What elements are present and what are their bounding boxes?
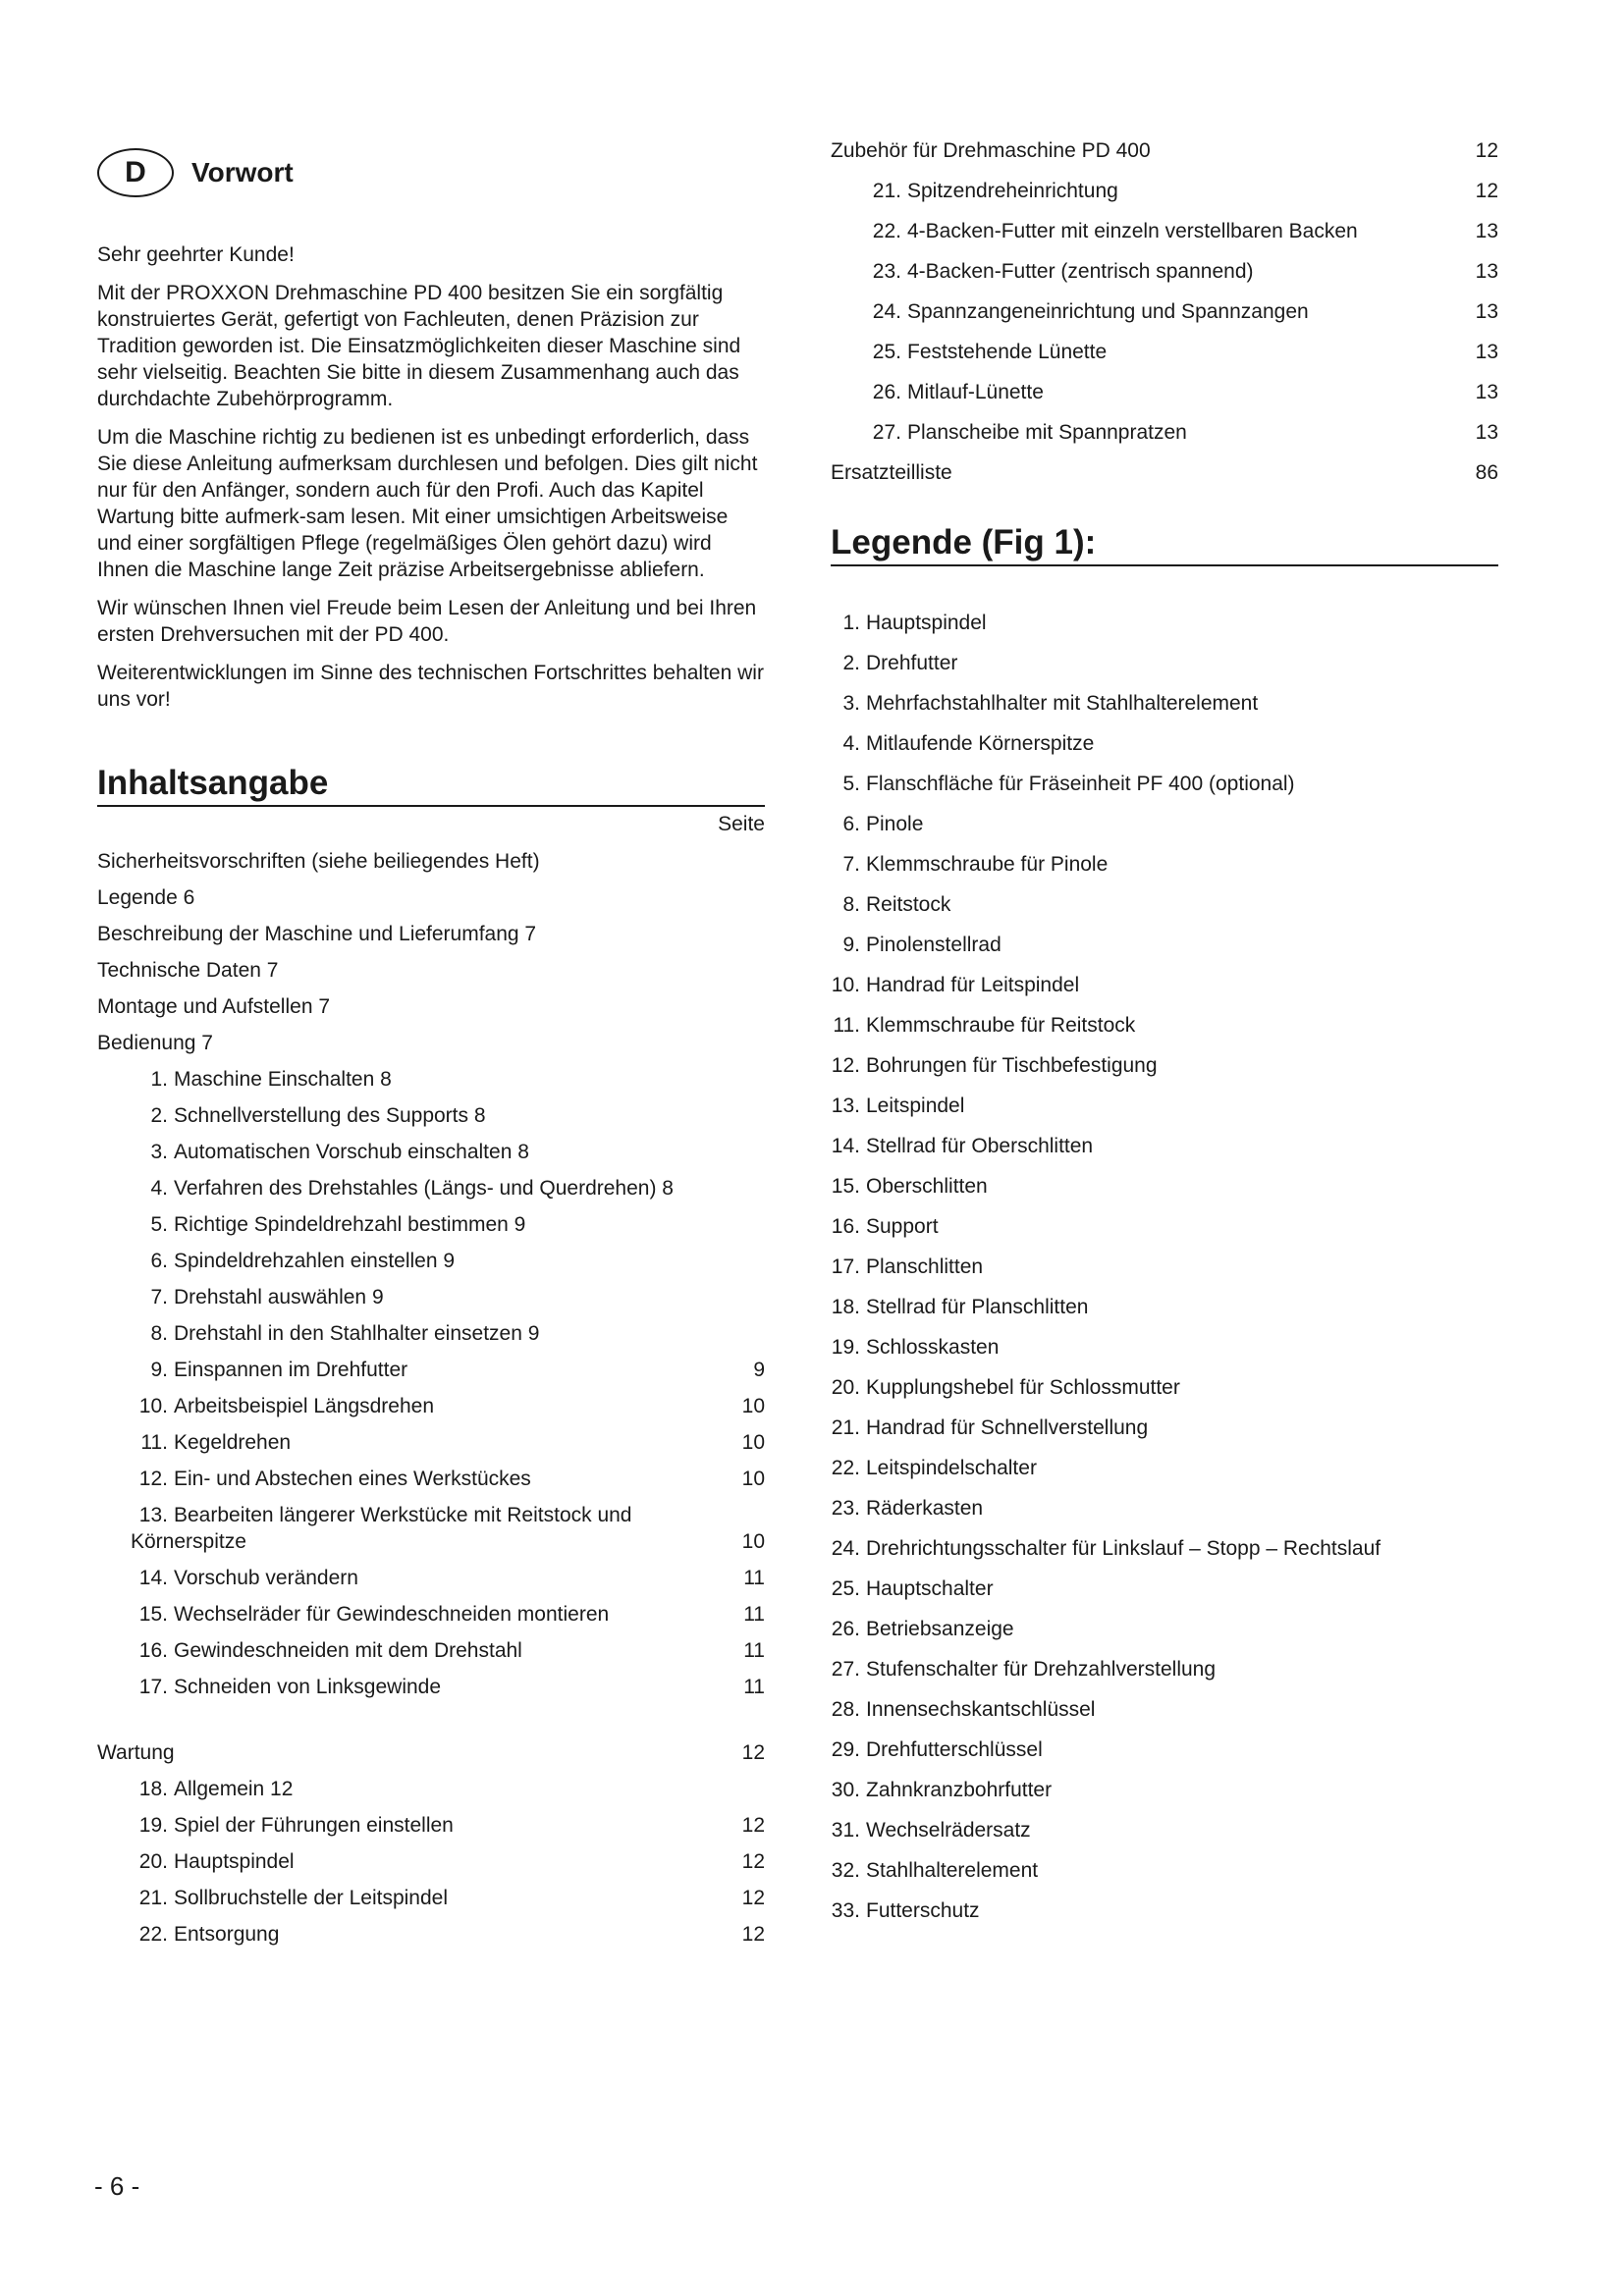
legend-item (831, 1696, 1498, 1723)
item-text: Bearbeiten längerer Werkstücke mit Reitstock und Körnerspitze (131, 1504, 632, 1553)
legend-item (831, 1254, 1498, 1280)
item-text: Hauptspindel (174, 1850, 295, 1873)
legend-number: 19. (831, 1336, 860, 1359)
item-page: 11 (743, 1603, 765, 1626)
toc-subentry (97, 1848, 765, 1875)
toc-entry-ersatzteil: Ersatzteilliste 86 (831, 461, 1498, 484)
legend-text: Wechselrädersatz (866, 1819, 1031, 1842)
legend-number: 11. (833, 1014, 860, 1037)
toc-entry-wartung: Wartung 12 (97, 1741, 765, 1764)
legend-text: Drehfutterschlüssel (866, 1738, 1043, 1761)
item-number: 24. (872, 300, 901, 323)
legend-text: Mehrfachstahlhalter mit Stahlhalterelement (866, 692, 1259, 715)
legend-number: 2. (842, 652, 860, 674)
toc-subentry (97, 1175, 765, 1201)
legend-item (831, 811, 1498, 837)
legend-text: Handrad für Schnellverstellung (866, 1416, 1149, 1439)
toc-subentry (97, 1357, 765, 1383)
legend-item (831, 1012, 1498, 1039)
legend-number: 1. (842, 612, 860, 634)
legend-text: Oberschlitten (866, 1175, 988, 1198)
legend-item (831, 1575, 1498, 1602)
item-text: Spitzendreheinrichtung (907, 180, 1118, 202)
item-number: 20. (138, 1850, 168, 1873)
legend-item (831, 1294, 1498, 1320)
legend-item (831, 1736, 1498, 1763)
toc-subentry (97, 1502, 765, 1555)
legend-text: Klemmschraube für Reitstock (866, 1014, 1136, 1037)
legend-item (831, 1455, 1498, 1481)
toc-subentry (831, 178, 1498, 204)
toc-subentry (97, 1812, 765, 1839)
item-text: Einspannen im Drehfutter (174, 1359, 408, 1381)
legend-number: 28. (831, 1698, 860, 1721)
item-number: 21. (138, 1887, 168, 1909)
legend-item (831, 932, 1498, 958)
legend-number: 22. (831, 1457, 860, 1479)
item-page: 12 (1475, 180, 1498, 202)
legend-title: Legende (Fig 1): (831, 523, 1498, 566)
legend-number: 17. (831, 1255, 860, 1278)
item-text: 4-Backen-Futter (zentrisch spannend) (907, 260, 1254, 283)
legend-item (831, 1897, 1498, 1924)
item-page: 10 (741, 1530, 765, 1553)
toc-subentry (97, 1102, 765, 1129)
right-column (831, 137, 1498, 1938)
legend-number: 21. (831, 1416, 860, 1439)
item-page: 13 (1475, 341, 1498, 363)
toc-subentry (831, 258, 1498, 285)
item-text: Arbeitsbeispiel Längsdrehen (174, 1395, 435, 1417)
toc-entry: Technische Daten 7 (97, 959, 279, 982)
item-number: 12. (138, 1468, 168, 1490)
toc-subentry (97, 1466, 765, 1492)
item-text: Kegeldrehen (174, 1431, 292, 1454)
item-text: Spiel der Führungen einstellen (174, 1814, 454, 1837)
item-number: 27. (872, 421, 901, 444)
toc-subentry (97, 1066, 765, 1093)
item-text: 4-Backen-Futter mit einzeln verstellbaren Backen (907, 220, 1358, 242)
toc-subentry (97, 1601, 765, 1628)
item-page: 12 (741, 1850, 765, 1873)
item-text: Automatischen Vorschub einschalten 8 (174, 1141, 529, 1163)
item-text: Drehstahl auswählen 9 (174, 1286, 384, 1308)
item-number: 21. (872, 180, 901, 202)
legend-number: 26. (831, 1618, 860, 1640)
item-text: Mitlauf-Lünette (907, 381, 1044, 403)
toc-subentry (97, 1776, 765, 1802)
item-text: Maschine Einschalten 8 (174, 1068, 392, 1091)
toc-subentry (97, 1393, 765, 1419)
item-page: 13 (1475, 381, 1498, 403)
toc-title: Inhaltsangabe (97, 764, 765, 807)
legend-text: Handrad für Leitspindel (866, 974, 1080, 996)
legend-text: Schlosskasten (866, 1336, 1000, 1359)
toc-subentry (831, 218, 1498, 244)
legend-text: Support (866, 1215, 939, 1238)
legend-text: Kupplungshebel für Schlossmutter (866, 1376, 1180, 1399)
legend-number: 32. (831, 1859, 860, 1882)
toc-entry: Legende 6 (97, 886, 195, 909)
item-text: Schneiden von Linksgewinde (174, 1676, 442, 1698)
legend-text: Räderkasten (866, 1497, 984, 1520)
item-number: 10. (138, 1395, 168, 1417)
item-page: 11 (743, 1567, 765, 1589)
section-header (97, 147, 765, 198)
legend-text: Planschlitten (866, 1255, 984, 1278)
legend-number: 27. (831, 1658, 860, 1681)
toc-page-label: Seite (718, 813, 765, 835)
toc-subentry (97, 1320, 765, 1347)
legend-number: 12. (831, 1054, 860, 1077)
item-text: Planscheibe mit Spannpratzen (907, 421, 1187, 444)
legend-number: 31. (831, 1819, 860, 1842)
item-page: 10 (741, 1431, 765, 1454)
legend-number: 7. (842, 853, 860, 876)
legend-item (831, 771, 1498, 797)
item-page: 10 (741, 1395, 765, 1417)
item-number: 8. (150, 1322, 168, 1345)
legend-number: 3. (842, 692, 860, 715)
legend-text: Reitstock (866, 893, 951, 916)
legend-item (831, 1857, 1498, 1884)
toc-subentry (97, 1284, 765, 1310)
intro-text (97, 241, 765, 713)
toc-continued (831, 137, 1498, 486)
toc-list (97, 848, 765, 1948)
legend-text: Bohrungen für Tischbefestigung (866, 1054, 1158, 1077)
toc-subentry (831, 298, 1498, 325)
item-page: 13 (1475, 300, 1498, 323)
legend-item (831, 1535, 1498, 1562)
intro-paragraph: Mit der PROXXON Drehmaschine PD 400 besitzen Sie ein sorgfältig konstruiertes Gerät, gefertigt von Fachleuten, denen Präzision zur Tradition geworden ist. Die Einsatzmöglichkeiten dieser Maschine sind sehr vielseitig. Beachten Sie bitte in diesem Zusammenhang auch das durchdachte Zubehörprogramm. (97, 282, 741, 410)
item-text: Drehstahl in den Stahlhalter einsetzen 9 (174, 1322, 540, 1345)
toc-subentry (831, 379, 1498, 405)
item-text: Gewindeschneiden mit dem Drehstahl (174, 1639, 522, 1662)
toc-entry: Bedienung 7 (97, 1032, 213, 1054)
legend-number: 5. (842, 773, 860, 795)
toc-subentry (97, 1139, 765, 1165)
legend-number: 4. (842, 732, 860, 755)
item-number: 4. (150, 1177, 168, 1200)
toc-subentry (97, 1921, 765, 1948)
legend-item (831, 1616, 1498, 1642)
toc-subentry (831, 419, 1498, 446)
legend-item (831, 1374, 1498, 1401)
item-text: Sollbruchstelle der Leitspindel (174, 1887, 448, 1909)
legend-item (831, 1817, 1498, 1843)
legend-text: Flanschfläche für Fräseinheit PF 400 (optional) (866, 773, 1295, 795)
item-number: 15. (138, 1603, 168, 1626)
item-page: 10 (741, 1468, 765, 1490)
item-page: 12 (741, 1887, 765, 1909)
intro-paragraph: Wir wünschen Ihnen viel Freude beim Lesen der Anleitung und bei Ihren ersten Drehversuchen mit der PD 400. (97, 597, 757, 646)
legend-text: Stellrad für Planschlitten (866, 1296, 1089, 1318)
item-number: 16. (138, 1639, 168, 1662)
item-number: 18. (138, 1778, 168, 1800)
item-text: Schnellverstellung des Supports 8 (174, 1104, 486, 1127)
toc-subentry (97, 1211, 765, 1238)
toc-entry-zubehoer: Zubehör für Drehmaschine PD 400 12 (831, 139, 1498, 162)
bedienung-sublist (97, 1066, 765, 1700)
legend-text: Hauptschalter (866, 1577, 994, 1600)
toc-entry: Sicherheitsvorschriften (siehe beiliegendes Heft) (97, 850, 540, 873)
item-page: 12 (741, 1923, 765, 1946)
legend-item (831, 891, 1498, 918)
legend-number: 15. (831, 1175, 860, 1198)
item-text: Vorschub verändern (174, 1567, 358, 1589)
legend-number: 8. (842, 893, 860, 916)
legend-text: Drehfutter (866, 652, 958, 674)
legend-item (831, 1213, 1498, 1240)
legend-text: Betriebsanzeige (866, 1618, 1014, 1640)
item-page: 13 (1475, 260, 1498, 283)
legend-item (831, 1093, 1498, 1119)
legend-number: 33. (831, 1899, 860, 1922)
legend-item (831, 1334, 1498, 1361)
item-number: 13. (138, 1504, 168, 1526)
legend-number: 18. (831, 1296, 860, 1318)
intro-paragraph: Weiterentwicklungen im Sinne des technischen Fortschrittes behalten wir uns vor! (97, 662, 764, 711)
item-number: 11. (140, 1431, 168, 1454)
toc-subentry (97, 1637, 765, 1664)
legend-text: Leitspindelschalter (866, 1457, 1037, 1479)
legend-number: 9. (842, 934, 860, 956)
item-number: 5. (150, 1213, 168, 1236)
legend-item (831, 1777, 1498, 1803)
item-number: 26. (872, 381, 901, 403)
toc-subentry (831, 339, 1498, 365)
legend-text: Mitlaufende Körnerspitze (866, 732, 1095, 755)
legend-number: 10. (831, 974, 860, 996)
legend-text: Pinolenstellrad (866, 934, 1001, 956)
legend-number: 30. (831, 1779, 860, 1801)
legend-number: 24. (831, 1537, 860, 1560)
item-number: 14. (138, 1567, 168, 1589)
item-text: Ein- und Abstechen eines Werkstückes (174, 1468, 531, 1490)
item-text: Wechselräder für Gewindeschneiden montieren (174, 1603, 610, 1626)
legend-text: Leitspindel (866, 1095, 965, 1117)
zubehoer-sublist (831, 178, 1498, 446)
item-text: Spannzangeneinrichtung und Spannzangen (907, 300, 1309, 323)
item-number: 23. (872, 260, 901, 283)
item-number: 22. (138, 1923, 168, 1946)
legend-item (831, 972, 1498, 998)
item-page: 12 (741, 1814, 765, 1837)
legend-text: Innensechskantschlüssel (866, 1698, 1096, 1721)
item-text: Verfahren des Drehstahles (Längs- und Querdrehen) 8 (174, 1177, 674, 1200)
legend-list (831, 610, 1498, 1924)
item-number: 19. (138, 1814, 168, 1837)
legend-text: Stellrad für Oberschlitten (866, 1135, 1094, 1157)
item-number: 7. (150, 1286, 168, 1308)
item-page: 13 (1475, 220, 1498, 242)
legend-item (831, 610, 1498, 636)
legend-item (831, 730, 1498, 757)
item-number: 25. (872, 341, 901, 363)
legend-number: 6. (842, 813, 860, 835)
item-text: Feststehende Lünette (907, 341, 1108, 363)
section-title: Vorwort (191, 157, 294, 187)
legend-item (831, 1133, 1498, 1159)
legend-item (831, 1415, 1498, 1441)
item-number: 2. (150, 1104, 168, 1127)
item-page: 9 (753, 1359, 765, 1381)
legend-number: 20. (831, 1376, 860, 1399)
legend-number: 25. (831, 1577, 860, 1600)
item-number: 17. (138, 1676, 168, 1698)
item-number: 1. (150, 1068, 168, 1091)
legend-item (831, 650, 1498, 676)
toc-subentry (97, 1565, 765, 1591)
page-number: - 6 - (94, 2171, 140, 2201)
toc-subentry (97, 1674, 765, 1700)
item-number: 3. (150, 1141, 168, 1163)
legend-text: Futterschutz (866, 1899, 980, 1922)
item-number: 9. (150, 1359, 168, 1381)
legend-item (831, 690, 1498, 717)
legend-text: Zahnkranzbohrfutter (866, 1779, 1053, 1801)
legend-item (831, 851, 1498, 878)
toc-entry: Beschreibung der Maschine und Lieferumfang 7 (97, 923, 537, 945)
legend-text: Klemmschraube für Pinole (866, 853, 1109, 876)
language-badge: D (97, 148, 174, 197)
toc-subentry (97, 1429, 765, 1456)
legend-text: Hauptspindel (866, 612, 987, 634)
item-page: 13 (1475, 421, 1498, 444)
intro-paragraph: Um die Maschine richtig zu bedienen ist es unbedingt erforderlich, dass Sie diese Anleitung aufmerksam durchlesen und befolgen. Dies gilt nicht nur für den Anfänger, sondern auch für den Profi. Auch das Kapitel Wartung bitte aufmerk-sam lesen. Mit einer umsichtigen Arbeitsweise und einer sorgfältigen Pflege (regelmäßiges Ölen gehört dazu) wird Ihnen die Maschine lange Zeit präzise Arbeitsergebnisse abliefern. (97, 426, 758, 581)
legend-text: Drehrichtungsschalter für Linkslauf – Stopp – Rechtslauf (866, 1537, 1381, 1560)
legend-item (831, 1656, 1498, 1682)
legend-item (831, 1495, 1498, 1522)
item-text: Allgemein 12 (174, 1778, 294, 1800)
legend-item (831, 1052, 1498, 1079)
legend-number: 13. (831, 1095, 860, 1117)
toc-subentry (97, 1885, 765, 1911)
toc-subentry (97, 1248, 765, 1274)
item-page: 11 (743, 1639, 765, 1662)
item-page: 11 (743, 1676, 765, 1698)
legend-item (831, 1173, 1498, 1200)
toc-entry: Montage und Aufstellen 7 (97, 995, 331, 1018)
legend-number: 14. (831, 1135, 860, 1157)
legend-text: Stahlhalterelement (866, 1859, 1039, 1882)
item-number: 6. (150, 1250, 168, 1272)
greeting: Sehr geehrter Kunde! (97, 243, 295, 266)
legend-number: 16. (831, 1215, 860, 1238)
wartung-sublist (97, 1776, 765, 1948)
legend-number: 23. (831, 1497, 860, 1520)
legend-text: Stufenschalter für Drehzahlverstellung (866, 1658, 1217, 1681)
item-text: Entsorgung (174, 1923, 280, 1946)
legend-number: 29. (831, 1738, 860, 1761)
item-text: Richtige Spindeldrehzahl bestimmen 9 (174, 1213, 526, 1236)
item-number: 22. (872, 220, 901, 242)
legend-text: Pinole (866, 813, 924, 835)
left-column (97, 147, 765, 1957)
item-text: Spindeldrehzahlen einstellen 9 (174, 1250, 456, 1272)
